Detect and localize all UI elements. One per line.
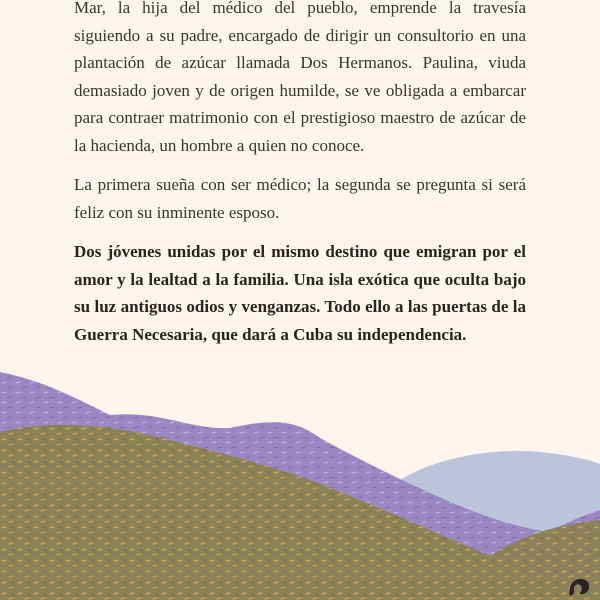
publisher-logo-icon xyxy=(566,576,592,598)
synopsis-paragraph-1: Mar, la hija del médico del pueblo, emprende la travesía siguiendo a su padre, encargado de dirigir un consultorio en una plantación de azúcar llamada Dos Hermanos. Paulina, viuda demasiado joven y de origen humilde, se ve obligada a embarcar para contraer matrimonio con el prestigioso maestro de azúcar de la hacienda, un hombre a quien no conoce. xyxy=(74,0,526,155)
synopsis-highlight-paragraph: Dos jóvenes unidas por el mismo destino que emigran por el amor y la lealtad a la familia. Una isla exótica que oculta bajo su luz antiguos odios y venganzas. Todo ello a las puertas de la Guerra Necesaria, que dará a Cuba su independencia. xyxy=(74,242,526,344)
synopsis-text xyxy=(74,0,526,348)
synopsis-paragraph-2: La primera sueña con ser médico; la segunda se pregunta si será feliz con su inminente esposo. xyxy=(74,175,526,222)
hills-illustration xyxy=(0,360,600,600)
